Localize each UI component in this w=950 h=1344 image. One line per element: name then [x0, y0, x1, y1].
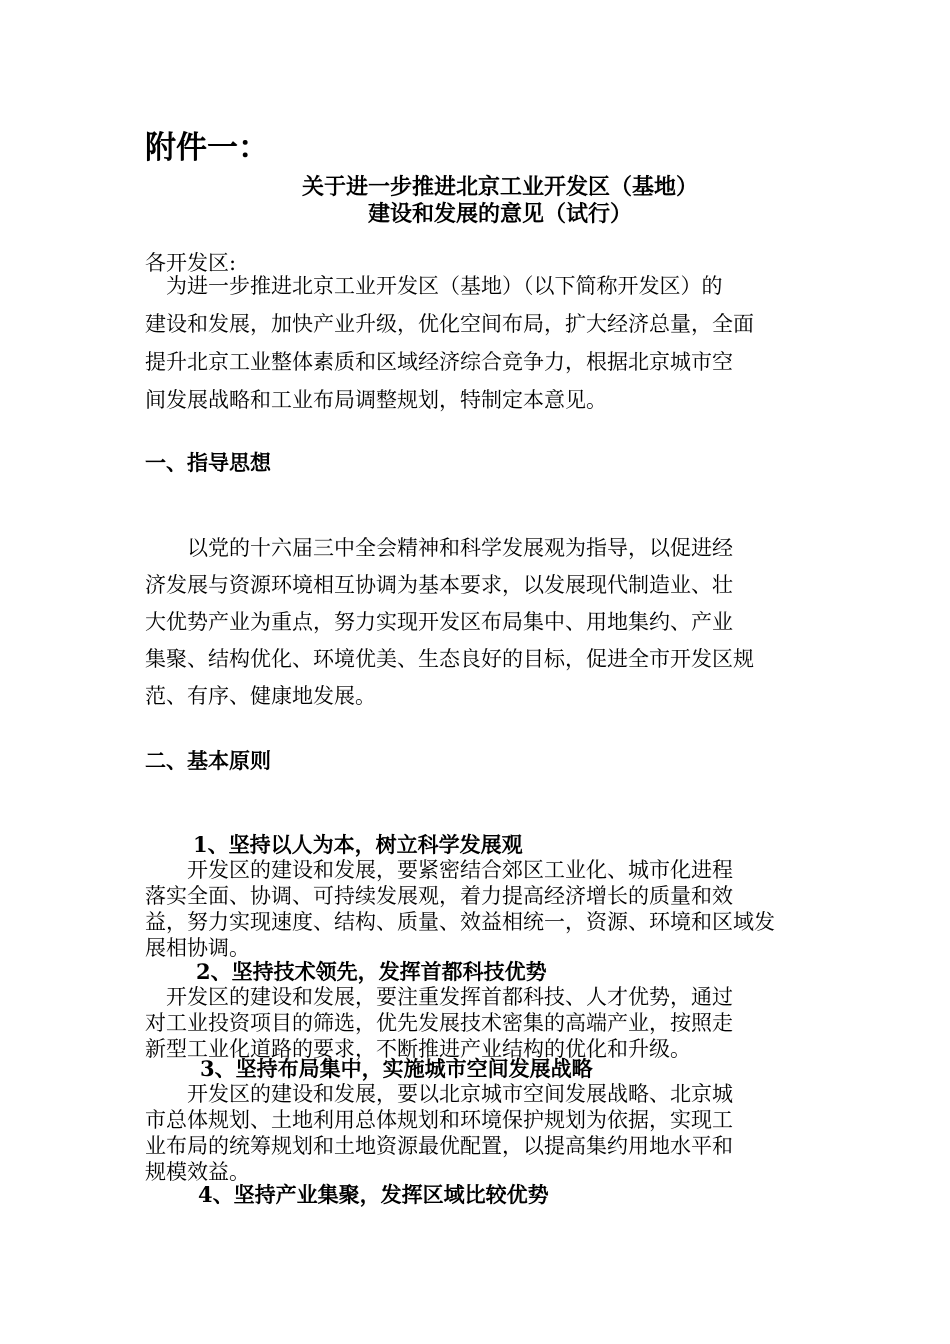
principle-3-line: 规模效益。 [145, 1160, 250, 1184]
salutation: 各开发区: [145, 251, 237, 275]
principle-2-line: 对工业投资项目的筛选，优先发展技术密集的高端产业，按照走 [145, 1011, 733, 1035]
principle-3-line: 开发区的建设和发展，要以北京城市空间发展战略、北京城 [145, 1082, 733, 1106]
principle-1-line: 益，努力实现速度、结构、质量、效益相统一，资源、环境和区域发 [145, 910, 775, 934]
principle-1-line: 开发区的建设和发展，要紧密结合郊区工业化、城市化进程 [145, 858, 733, 882]
section-1-line: 范、有序、健康地发展。 [145, 684, 376, 708]
section-1-line: 集聚、结构优化、环境优美、生态良好的目标，促进全市开发区规 [145, 647, 754, 671]
intro-line: 为进一步推进北京工业开发区（基地）（以下简称开发区）的 [145, 274, 723, 298]
principle-2-title: 2、坚持技术领先，发挥首都科技优势 [196, 959, 547, 984]
principle-3-title: 3、坚持布局集中，实施城市空间发展战略 [200, 1056, 593, 1081]
intro-line: 间发展战略和工业布局调整规划，特制定本意见。 [145, 388, 607, 412]
section-1-line: 大优势产业为重点，努力实现开发区布局集中、用地集约、产业 [145, 610, 733, 634]
section-1-line: 以党的十六届三中全会精神和科学发展观为指导，以促进经 [145, 536, 733, 560]
section-2-heading: 二、基本原则 [145, 748, 271, 773]
section-1-heading: 一、指导思想 [145, 450, 271, 475]
document-title-line-1: 关于进一步推进北京工业开发区（基地） [301, 174, 698, 200]
intro-line: 建设和发展，加快产业升级，优化空间布局，扩大经济总量，全面 [145, 312, 754, 336]
principle-1-title: 1、坚持以人为本，树立科学发展观 [193, 832, 523, 857]
principle-4-title: 4、坚持产业集聚，发挥区域比较优势 [198, 1182, 549, 1207]
principle-3-line: 市总体规划、土地利用总体规划和环境保护规划为依据，实现工 [145, 1108, 733, 1132]
principle-2-line: 开发区的建设和发展，要注重发挥首都科技、人才优势，通过 [145, 985, 733, 1009]
section-1-line: 济发展与资源环境相互协调为基本要求，以发展现代制造业、壮 [145, 573, 733, 597]
principle-1-line: 落实全面、协调、可持续发展观，着力提高经济增长的质量和效 [145, 884, 733, 908]
document-title-line-2: 建设和发展的意见（试行） [367, 201, 632, 227]
principle-2-line: 新型工业化道路的要求，不断推进产业结构的优化和升级。 [145, 1037, 691, 1061]
principle-3-line: 业布局的统筹规划和土地资源最优配置，以提高集约用地水平和 [145, 1134, 733, 1158]
intro-line: 提升北京工业整体素质和区域经济综合竞争力，根据北京城市空 [145, 350, 733, 374]
attachment-label: 附件一： [145, 130, 269, 166]
principle-1-line: 展相协调。 [145, 936, 250, 960]
